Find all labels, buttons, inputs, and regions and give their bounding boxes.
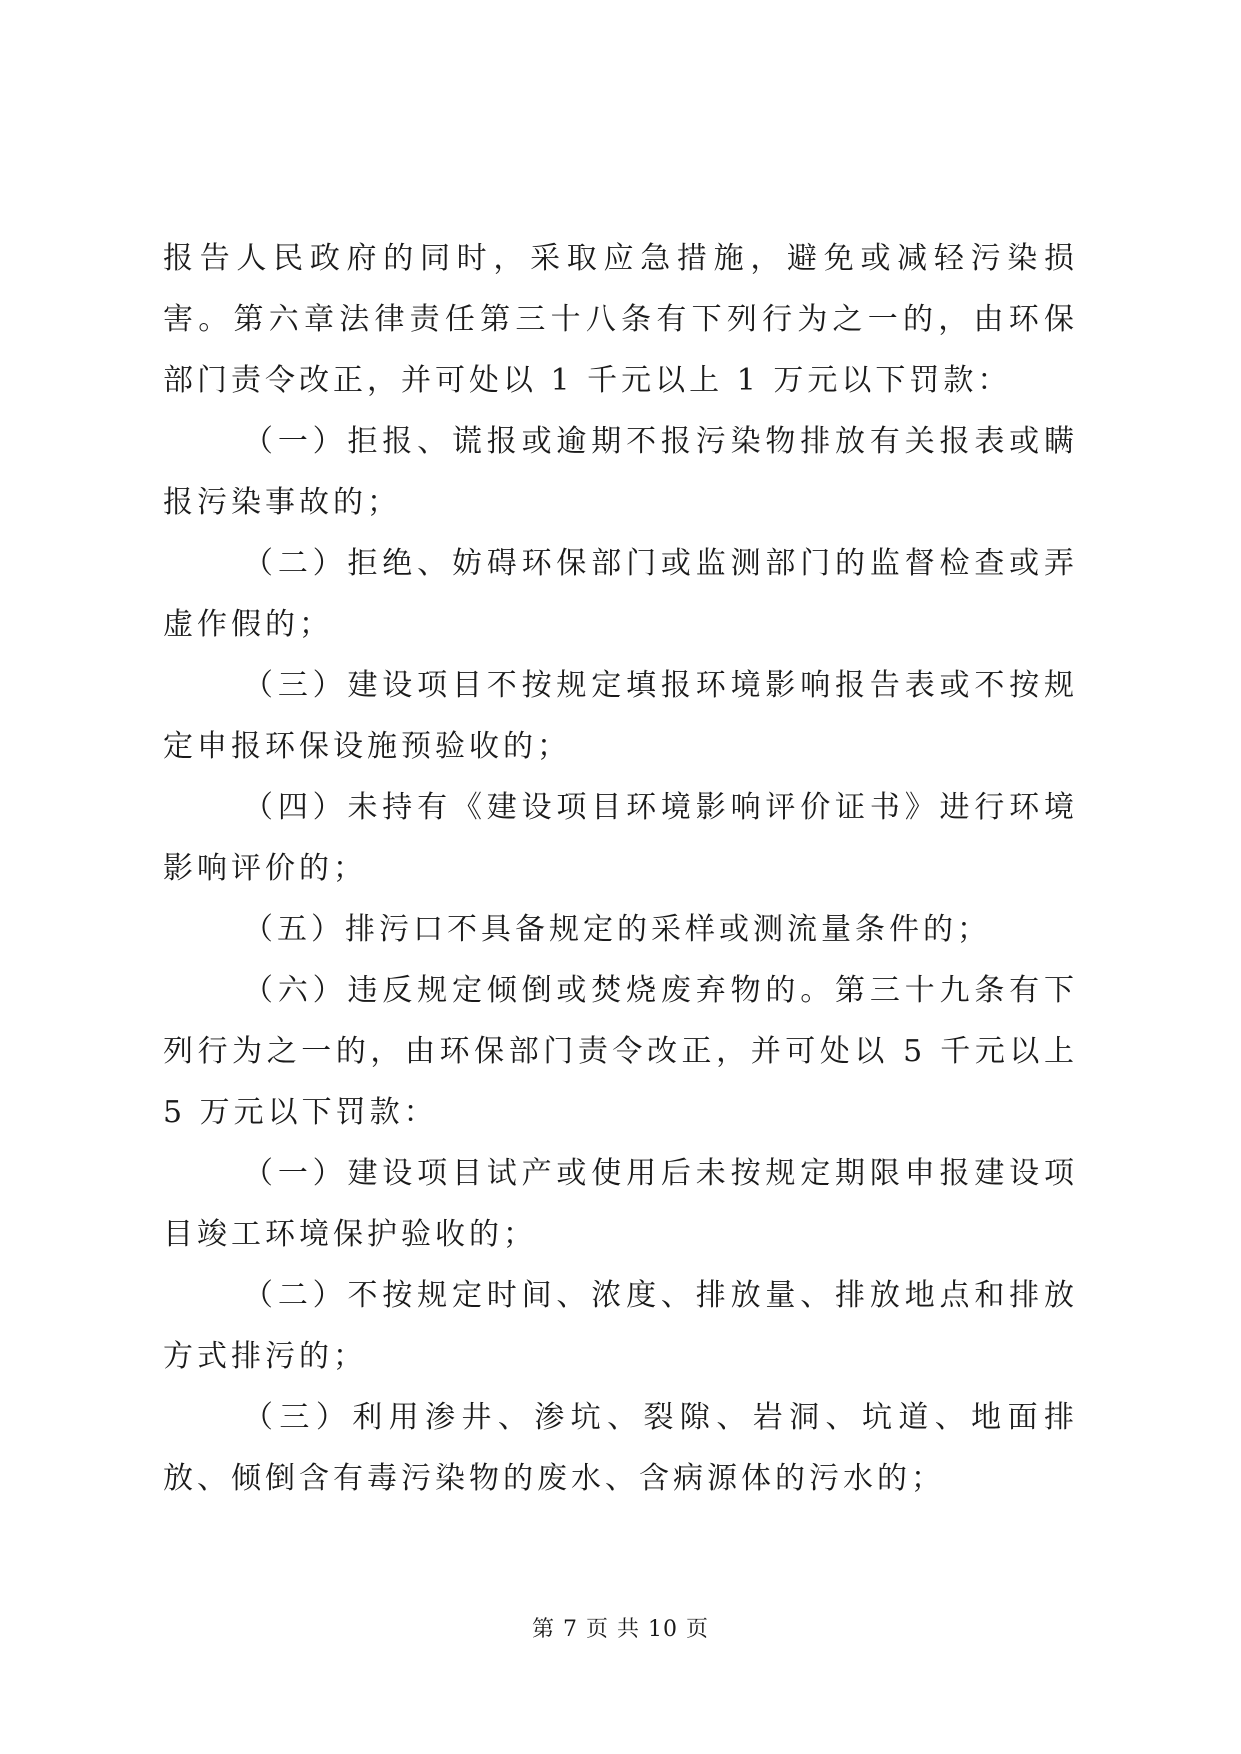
- document-body: [163, 228, 1078, 1509]
- paragraph-2: （一）拒报、谎报或逾期不报污染物排放有关报表或瞒报污染事故的；: [163, 424, 1078, 520]
- paragraph-10: （三）利用渗井、渗坑、裂隙、岩洞、坑道、地面排放、倾倒含有毒污染物的废水、含病源体的污水的；: [163, 1400, 1078, 1496]
- paragraph-6: （五）排污口不具备规定的采样或测流量条件的；: [243, 912, 991, 947]
- paragraph-8: （一）建设项目试产或使用后未按规定期限申报建设项目竣工环境保护验收的；: [163, 1156, 1078, 1252]
- paragraph-1: 报告人民政府的同时，采取应急措施，避免或减轻污染损害。第六章法律责任第三十八条有下列行为之一的，由环保部门责令改正，并可处以 1 千元以上 1 万元以下罚款：: [163, 241, 1078, 398]
- paragraph-4: （三）建设项目不按规定填报环境影响报告表或不按规定申报环保设施预验收的；: [163, 668, 1078, 764]
- paragraph-3: （二）拒绝、妨碍环保部门或监测部门的监督检查或弄虚作假的；: [163, 546, 1078, 642]
- paragraph-5: （四）未持有《建设项目环境影响评价证书》进行环境影响评价的；: [163, 790, 1078, 886]
- paragraph-7: （六）违反规定倾倒或焚烧废弃物的。第三十九条有下列行为之一的，由环保部门责令改正，并可处以 5 千元以上 5 万元以下罚款：: [163, 973, 1078, 1130]
- paragraph-9: （二）不按规定时间、浓度、排放量、排放地点和排放方式排污的；: [163, 1278, 1078, 1374]
- page-number-footer: 第 7 页 共 10 页: [532, 1617, 709, 1642]
